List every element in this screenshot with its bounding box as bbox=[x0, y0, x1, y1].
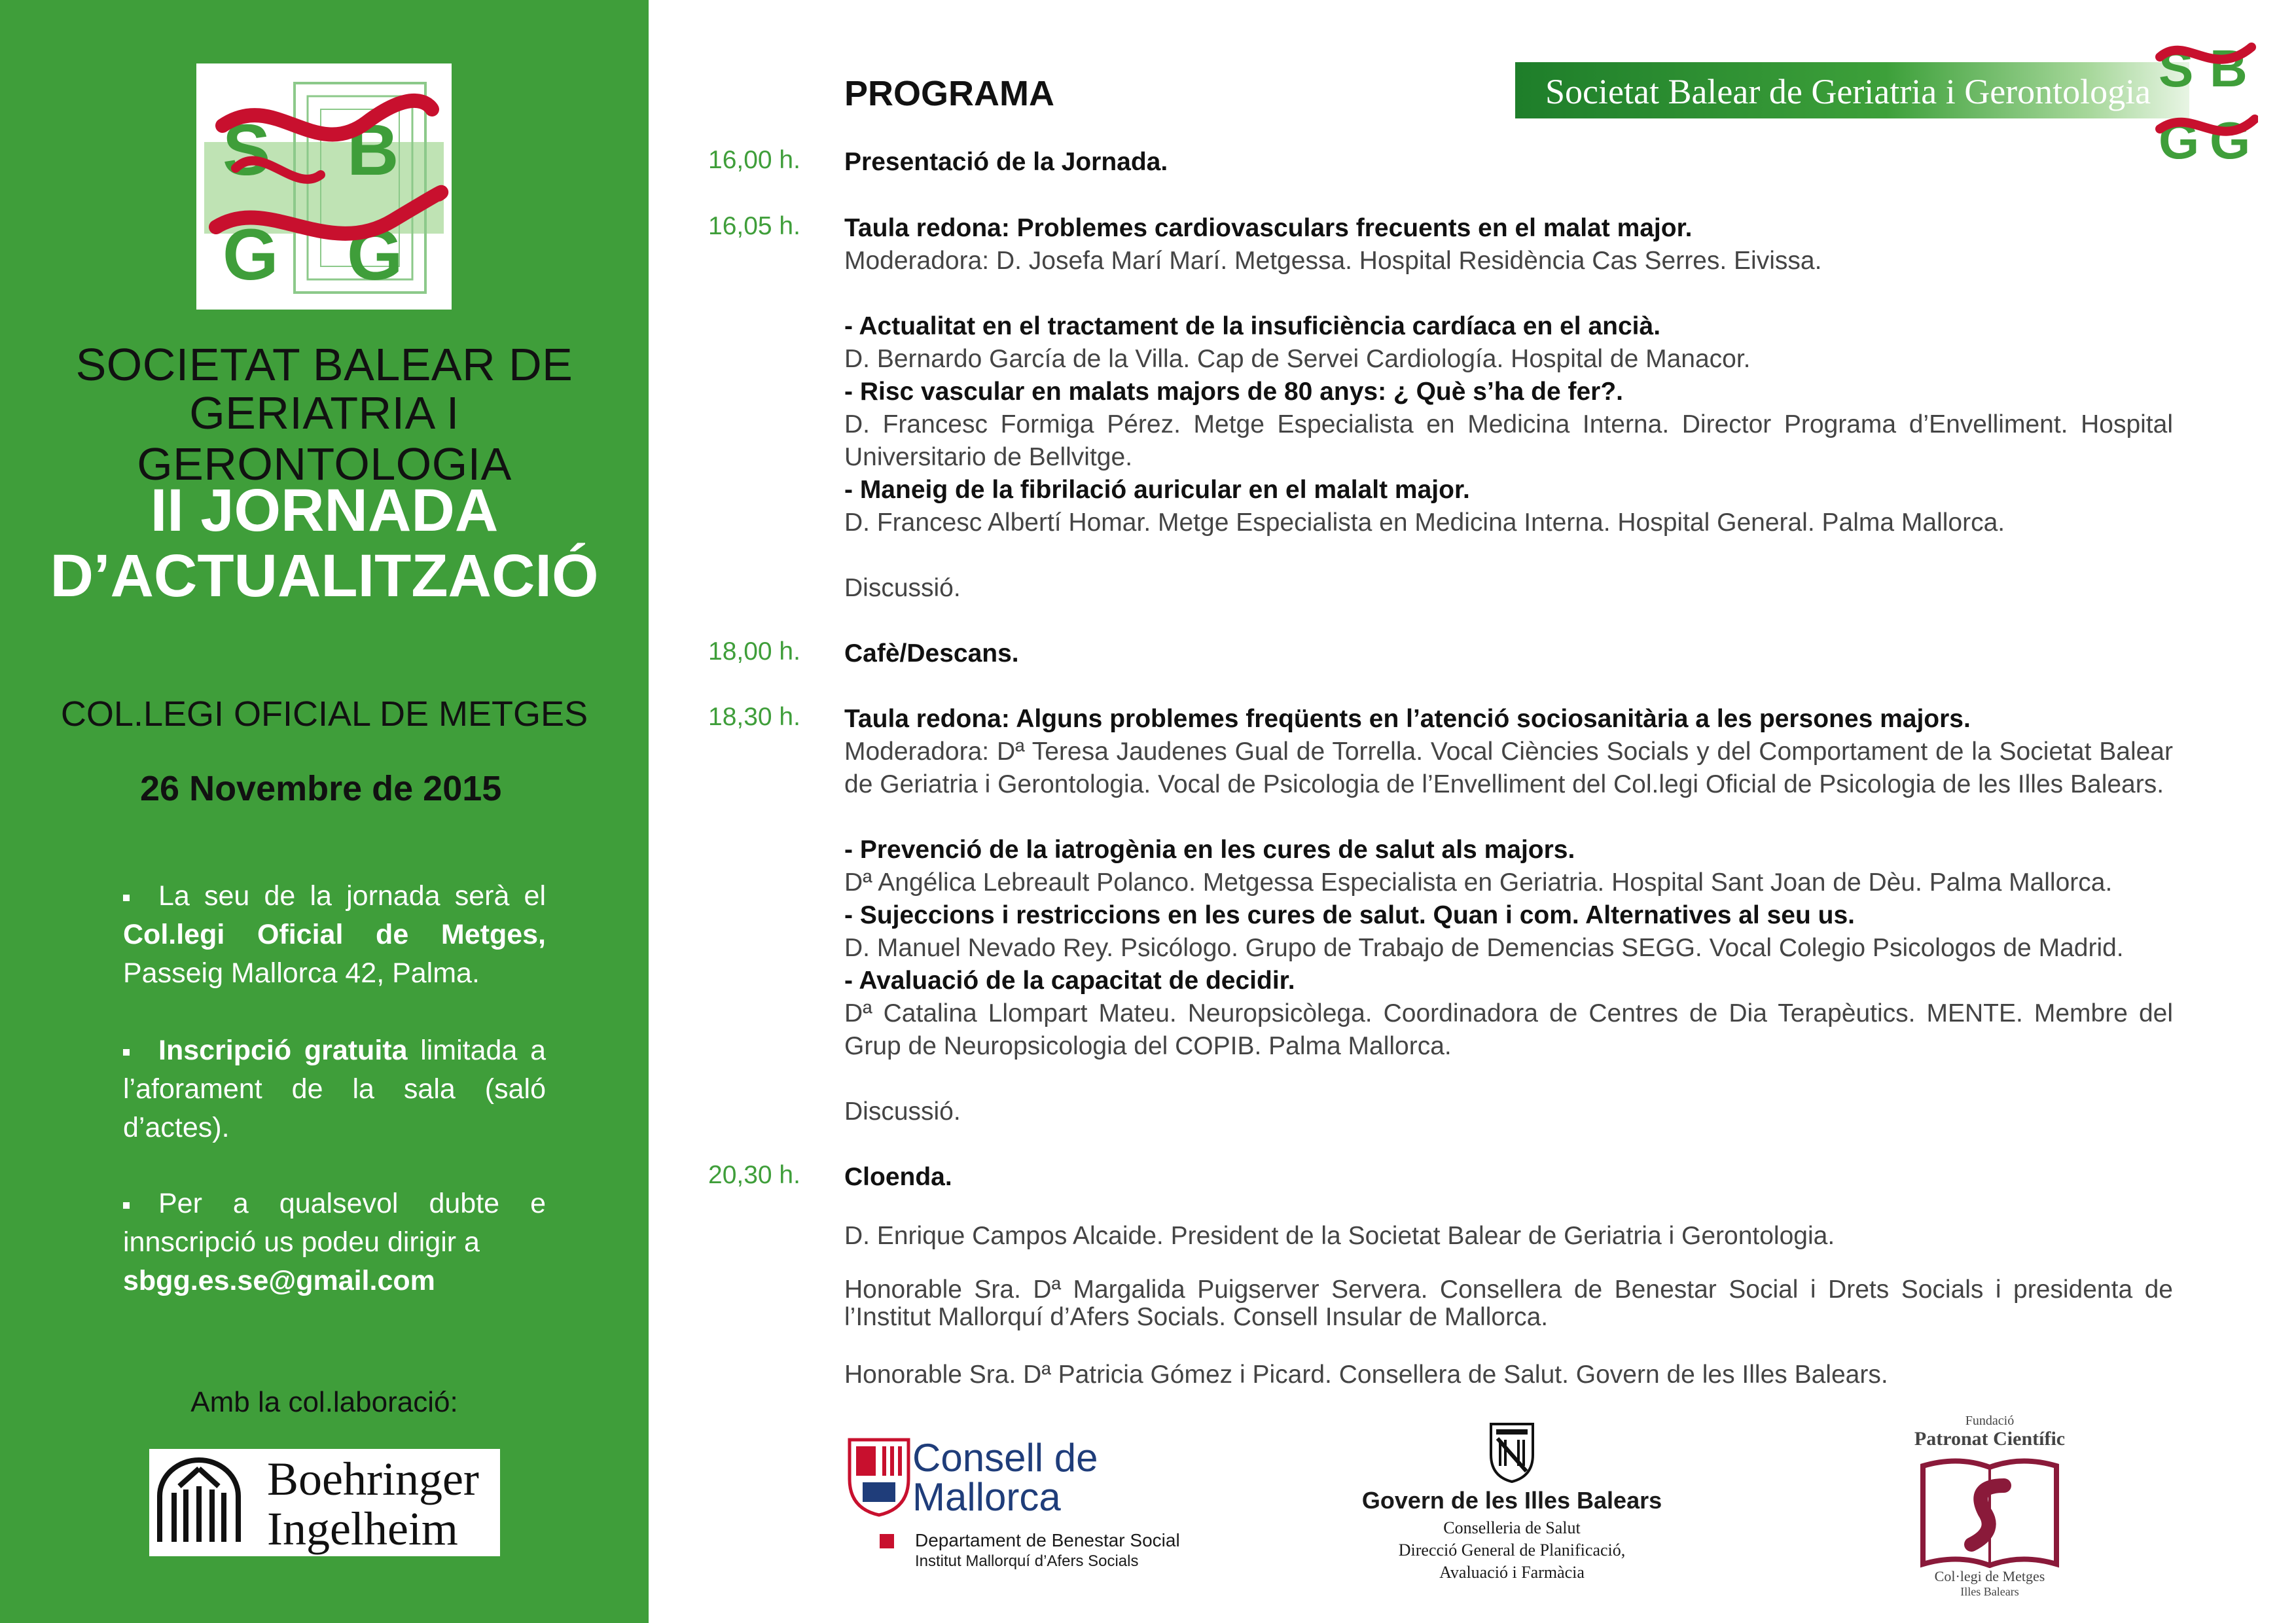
svg-text:G: G bbox=[223, 215, 279, 295]
talk-heart-failure: - Actualitat en el tractament de la insuficiència cardíaca en el ancià. bbox=[844, 312, 1661, 340]
speaker-heart-failure: D. Bernardo García de la Villa. Cap de Servei Cardiología. Hospital de Manacor. bbox=[844, 345, 1751, 373]
time-1: 16,00 h. bbox=[708, 146, 800, 174]
discussion-1: Discussió. bbox=[844, 574, 961, 602]
svg-text:B: B bbox=[347, 110, 399, 190]
fund-college: Col·legi de Metges bbox=[1934, 1568, 2045, 1584]
time-2: 16,05 h. bbox=[708, 212, 800, 240]
speaker-restraints: D. Manuel Nevado Rey. Psicólogo. Grupo de Trabajo de Demencias SEGG. Vocal Colegio Psicologos de Madrid. bbox=[844, 934, 2124, 962]
bullet-icon bbox=[123, 895, 130, 901]
info-venue: La seu de la jornada serà el Col.legi Oficial de Metges, Passeig Mallorca 42, Palma. bbox=[123, 880, 546, 989]
time-5: 20,30 h. bbox=[708, 1161, 800, 1189]
closing-speaker-2: Honorable Sra. Dª Margalida Puigserver Servera. Consellera de Benestar Social i Drets Socials i presidenta de l’Institut Mallorquí d’Afers Socials. Consell Insular de Mallorca. bbox=[844, 1275, 2173, 1331]
closing-speaker-1: D. Enrique Campos Alcaide. President de la Societat Balear de Geriatria i Gerontologia. bbox=[844, 1222, 1835, 1250]
consell-department: Departament de Benestar Social bbox=[915, 1530, 1180, 1550]
fund-islands: Illes Balears bbox=[1960, 1585, 2019, 1598]
time-4: 18,30 h. bbox=[708, 703, 800, 731]
session-sociosanitary-title: Taula redona: Alguns problemes freqüents en l’atenció sociosanitària a les persones majors. bbox=[844, 705, 1971, 733]
speaker-capacity: Dª Catalina Llompart Mateu. Neuropsicòlega. Coordinadora de Centres de Dia Terapèutics. MENTE. Membre del Grup de Neuropsicologia del COPIB. Palma Mallorca. bbox=[844, 999, 2173, 1060]
contact-email[interactable]: sbgg.es.se@gmail.com bbox=[123, 1265, 435, 1296]
talk-restraints: - Sujeccions i restriccions en les cures de salut. Quan i com. Alternatives al seu us. bbox=[844, 901, 1855, 929]
fund-label: Fundació bbox=[1965, 1414, 2015, 1428]
govern-name: Govern de les Illes Balears bbox=[1361, 1487, 1662, 1514]
session-closing: Cloenda. bbox=[844, 1163, 952, 1191]
banner-text: Societat Balear de Geriatria i Gerontologia bbox=[1545, 72, 2151, 111]
session-cardio-title: Taula redona: Problemes cardiovasculars frecuents en el malat major. bbox=[844, 214, 1693, 242]
boehringer-logo bbox=[149, 1449, 500, 1556]
fund-name: Patronat Científic bbox=[1914, 1428, 2066, 1450]
bullet-icon bbox=[123, 1049, 130, 1056]
svg-text:G: G bbox=[347, 215, 403, 295]
consell-institute: Institut Mallorquí d’Afers Socials bbox=[915, 1552, 1139, 1570]
info-registration: Inscripció gratuita limitada a l’aforament de la sala (saló d’actes). bbox=[123, 1035, 546, 1143]
collab-label: Amb la col.laboració: bbox=[190, 1386, 458, 1418]
svg-text:S: S bbox=[2159, 39, 2194, 98]
svg-text:S: S bbox=[223, 110, 271, 190]
govern-logo bbox=[1348, 1419, 1676, 1589]
svg-text:B: B bbox=[2210, 39, 2248, 98]
patronat-logo bbox=[1885, 1408, 2094, 1605]
speaker-atrial-fibrillation: D. Francesc Albertí Homar. Metge Especialista en Medicina Interna. Hospital General. Palma Mallorca. bbox=[844, 508, 2005, 537]
consell-name-1: Consell de bbox=[912, 1436, 1098, 1480]
boehringer-emblem-icon bbox=[153, 1457, 245, 1548]
consell-name-2: Mallorca bbox=[912, 1475, 1061, 1519]
time-3: 18,00 h. bbox=[708, 637, 800, 666]
svg-text:G: G bbox=[2159, 111, 2200, 169]
sbgg-logo bbox=[196, 63, 452, 310]
org-name-line2: GERIATRIA I GERONTOLOGIA bbox=[137, 387, 512, 490]
info-contact: Per a qualsevol dubte e innscripció us podeu dirigir a bbox=[123, 1188, 546, 1258]
bullet-icon bbox=[123, 1202, 130, 1209]
discussion-2: Discussió. bbox=[844, 1097, 961, 1126]
speaker-vascular-risk: D. Francesc Formiga Pérez. Metge Especialista en Medicina Interna. Director Programa d’Envelliment. Hospital Universitario de Bellvitge. bbox=[844, 410, 2173, 471]
consell-shield-icon bbox=[843, 1433, 915, 1518]
sponsor-name-line1: Boehringer bbox=[267, 1453, 479, 1505]
govern-area: Avaluació i Farmàcia bbox=[1439, 1563, 1585, 1582]
talk-atrial-fibrillation: - Maneig de la fibrilació auricular en el malalt major. bbox=[844, 476, 1470, 504]
session-opening: Presentació de la Jornada. bbox=[844, 148, 1168, 176]
header-banner bbox=[1515, 62, 2189, 118]
jornada-title-line1: II JORNADA bbox=[150, 477, 499, 544]
closing-speaker-3: Honorable Sra. Dª Patricia Gómez i Picard. Consellera de Salut. Govern de les Illes Balears. bbox=[844, 1361, 1888, 1389]
govern-shield-icon bbox=[1486, 1419, 1538, 1484]
session-break: Cafè/Descans. bbox=[844, 639, 1019, 668]
sponsor-name-line2: Ingelheim bbox=[267, 1503, 458, 1555]
org-name-line1: SOCIETAT BALEAR DE bbox=[75, 339, 573, 390]
talk-iatrogenia: - Prevenció de la iatrogènia en les cures de salut als majors. bbox=[844, 836, 1575, 864]
govern-conselleria: Conselleria de Salut bbox=[1443, 1518, 1581, 1537]
session-sociosanitary-moderator: Moderadora: Dª Teresa Jaudenes Gual de Torrella. Vocal Ciències Socials y del Comportament de la Societat Balear de Geriatria i Gerontologia. Vocal de Psicologia de l’Envelliment del Col.legi Oficial de Psicologia de les Illes Balears. bbox=[844, 738, 2173, 798]
program-title: PROGRAMA bbox=[844, 74, 1054, 113]
svg-text:G: G bbox=[2210, 111, 2251, 169]
jornada-title-line2: D’ACTUALITZACIÓ bbox=[50, 543, 599, 609]
event-date: 26 Novembre de 2015 bbox=[140, 769, 502, 808]
venue: COL.LEGI OFICIAL DE METGES bbox=[60, 694, 588, 734]
govern-direction: Direcció General de Planificació, bbox=[1398, 1541, 1626, 1560]
talk-capacity: - Avaluació de la capacitat de decidir. bbox=[844, 967, 1295, 995]
left-panel bbox=[0, 0, 649, 1623]
consell-mallorca-logo bbox=[843, 1433, 1210, 1577]
speaker-iatrogenia: Dª Angélica Lebreault Polanco. Metgessa Especialista en Geriatria. Hospital Sant Joan de Dèu. Palma Mallorca. bbox=[844, 868, 2113, 897]
patronat-book-icon bbox=[1919, 1453, 2060, 1568]
talk-vascular-risk: - Risc vascular en malats majors de 80 anys: ¿ Què s’ha de fer?. bbox=[844, 378, 1623, 406]
session-cardio-moderator: Moderadora: D. Josefa Marí Marí. Metgessa. Hospital Residència Cas Serres. Eivissa. bbox=[844, 247, 1822, 275]
consell-red-square-icon bbox=[880, 1534, 894, 1548]
